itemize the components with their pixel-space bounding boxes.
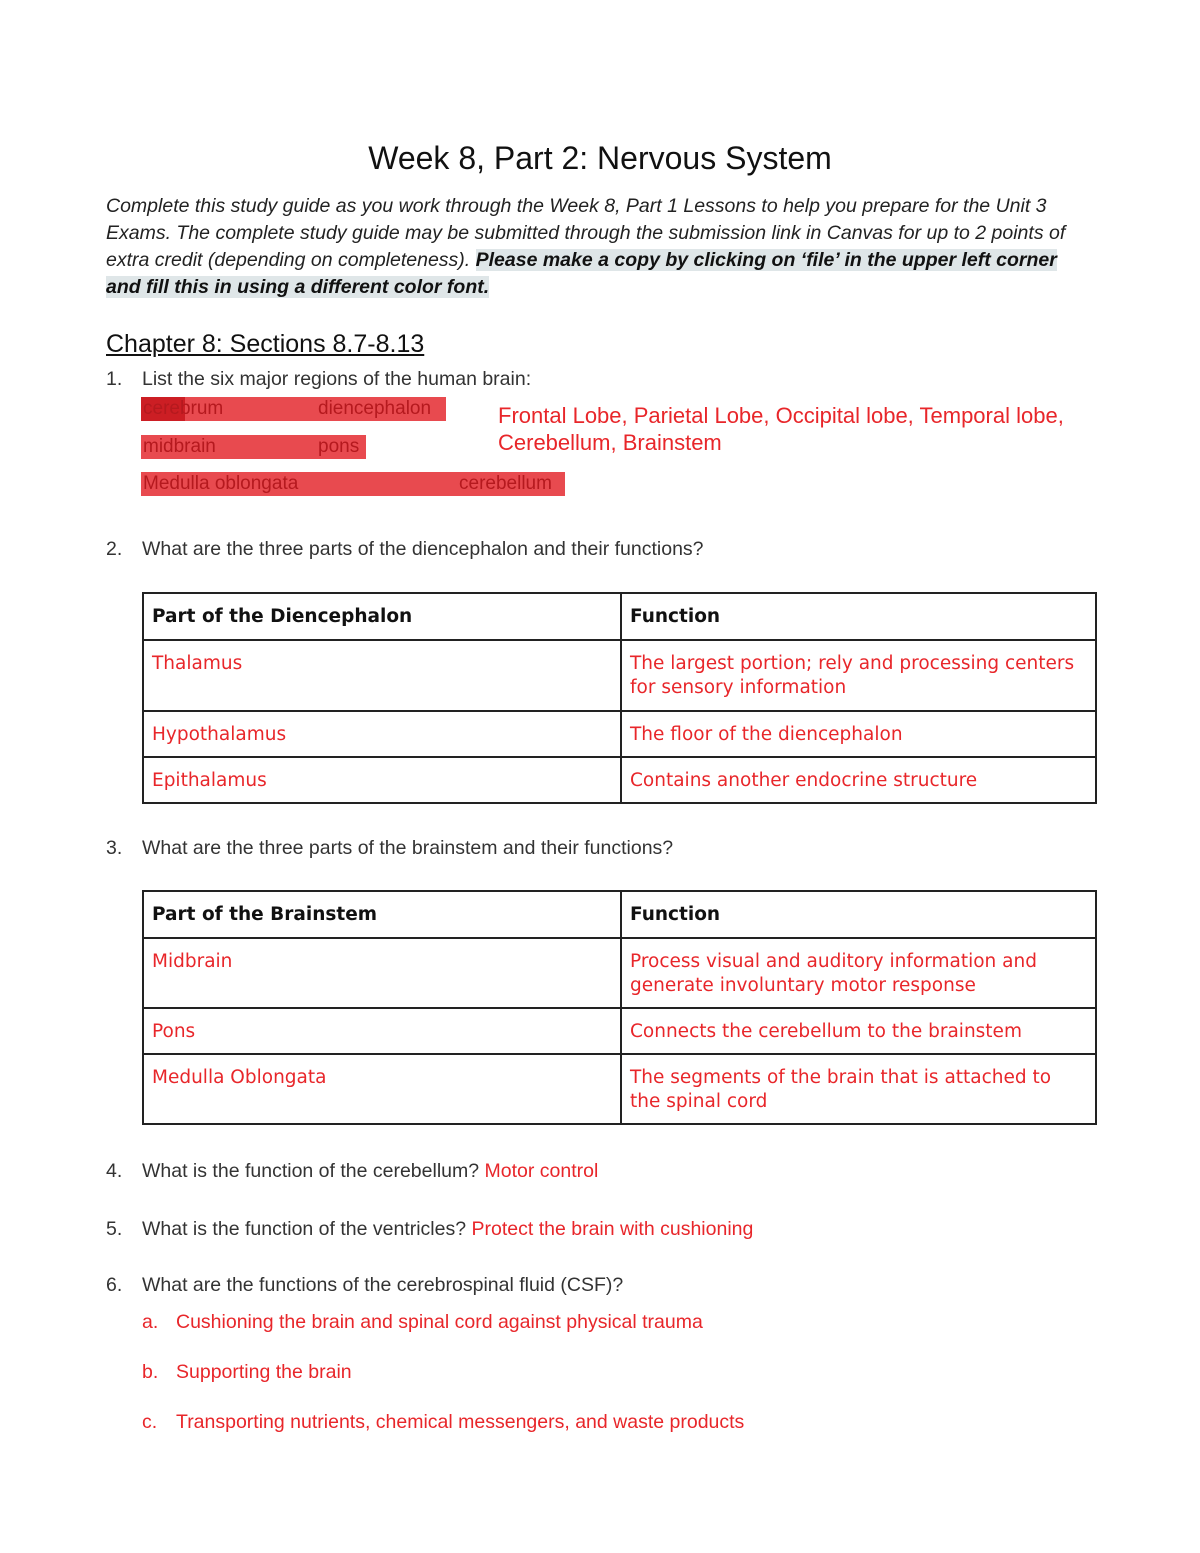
table-header: Part of the Diencephalon (143, 593, 621, 640)
region-medulla: Medulla oblongata (143, 473, 299, 494)
question-text: What is the function of the cerebellum? (142, 1160, 480, 1182)
table-row (143, 938, 1096, 1008)
q1-answer: Frontal Lobe, Parietal Lobe, Occipital lobe, Temporal lobe, Cerebellum, Brainstem (498, 403, 1064, 455)
table-header-row (143, 891, 1096, 938)
table-cell: Pons (143, 1008, 621, 1054)
q4-answer: Motor control (484, 1160, 599, 1182)
region-row-3 (141, 472, 565, 496)
question-number: 1. (106, 368, 123, 390)
question-text: List the six major regions of the human brain: (142, 368, 532, 390)
question-line (142, 1218, 753, 1241)
table-cell: Contains another endocrine structure (621, 757, 1096, 803)
page-title: Week 8, Part 2: Nervous System (368, 140, 832, 176)
question-text: What are the three parts of the diencephalon and their functions? (142, 538, 704, 560)
q6-answer-b (142, 1361, 1042, 1387)
answer-letter: b. (142, 1361, 159, 1383)
region-cerebellum: cerebellum (459, 473, 552, 494)
diencephalon-table (142, 592, 1097, 804)
question-text: What are the functions of the cerebrospinal fluid (CSF)? (142, 1274, 624, 1296)
q5-answer: Protect the brain with cushioning (471, 1218, 754, 1240)
region-row-1 (141, 397, 446, 421)
question-number: 6. (106, 1274, 123, 1296)
table-row (143, 711, 1096, 757)
question-number: 4. (106, 1160, 123, 1182)
table-header-row (143, 593, 1096, 640)
region-diencephalon: diencephalon (318, 398, 432, 419)
table-cell: Epithalamus (143, 757, 621, 803)
table-row (143, 1054, 1096, 1124)
q6-answer-a (142, 1311, 1042, 1337)
intro-highlight: Please make a copy by clicking on ‘file’ in the upper left corner and fill this in using a different color font. (106, 249, 1057, 298)
intro-paragraph (106, 193, 1096, 301)
table-row (143, 640, 1096, 711)
answer-letter: c. (142, 1411, 158, 1433)
question-4 (106, 1160, 1006, 1186)
region-midbrain: midbrain (143, 436, 216, 457)
table-row (143, 1008, 1096, 1054)
region-row-2 (141, 435, 366, 459)
chapter-heading: Chapter 8: Sections 8.7-8.13 (106, 330, 425, 358)
table-cell: Thalamus (143, 640, 621, 711)
table-cell: The largest portion; rely and processing centers for sensory information (621, 640, 1096, 711)
answer-letter: a. (142, 1311, 159, 1333)
question-3 (106, 837, 806, 863)
question-number: 2. (106, 538, 123, 560)
table-cell: Hypothalamus (143, 711, 621, 757)
table-header: Function (621, 593, 1096, 640)
question-text: What are the three parts of the brainstem and their functions? (142, 837, 674, 859)
table-cell: The segments of the brain that is attached to the spinal cord (621, 1054, 1096, 1124)
answer-text: Transporting nutrients, chemical messengers, and waste products (176, 1411, 745, 1433)
intro-text: Complete this study guide as you work through the Week 8, Part 1 Lessons to help you prepare for the Unit 3 Exams. The complete study guide may be submitted through the submission link in Canvas for up to 2 points of extra credit (depending on completeness). (106, 195, 1066, 271)
table-row (143, 757, 1096, 803)
region-cerebrum: cerebrum (143, 398, 224, 419)
table-cell: Process visual and auditory information and generate involuntary motor response (621, 938, 1096, 1008)
question-text: What is the function of the ventricles? (142, 1218, 467, 1240)
table-header: Function (621, 891, 1096, 938)
question-5 (106, 1218, 1006, 1244)
question-number: 3. (106, 837, 123, 859)
question-2 (106, 538, 806, 564)
question-6 (106, 1274, 1006, 1300)
table-cell: Connects the cerebellum to the brainstem (621, 1008, 1096, 1054)
answer-text: Cushioning the brain and spinal cord against physical trauma (176, 1311, 703, 1333)
q6-answer-c (142, 1411, 1042, 1437)
question-number: 5. (106, 1218, 123, 1240)
brainstem-table (142, 890, 1097, 1125)
question-line (142, 1160, 598, 1183)
answer-text: Supporting the brain (176, 1361, 352, 1383)
table-header: Part of the Brainstem (143, 891, 621, 938)
question-1 (106, 368, 706, 394)
table-cell: Medulla Oblongata (143, 1054, 621, 1124)
region-pons: pons (318, 436, 360, 457)
table-cell: The floor of the diencephalon (621, 711, 1096, 757)
table-cell: Midbrain (143, 938, 621, 1008)
